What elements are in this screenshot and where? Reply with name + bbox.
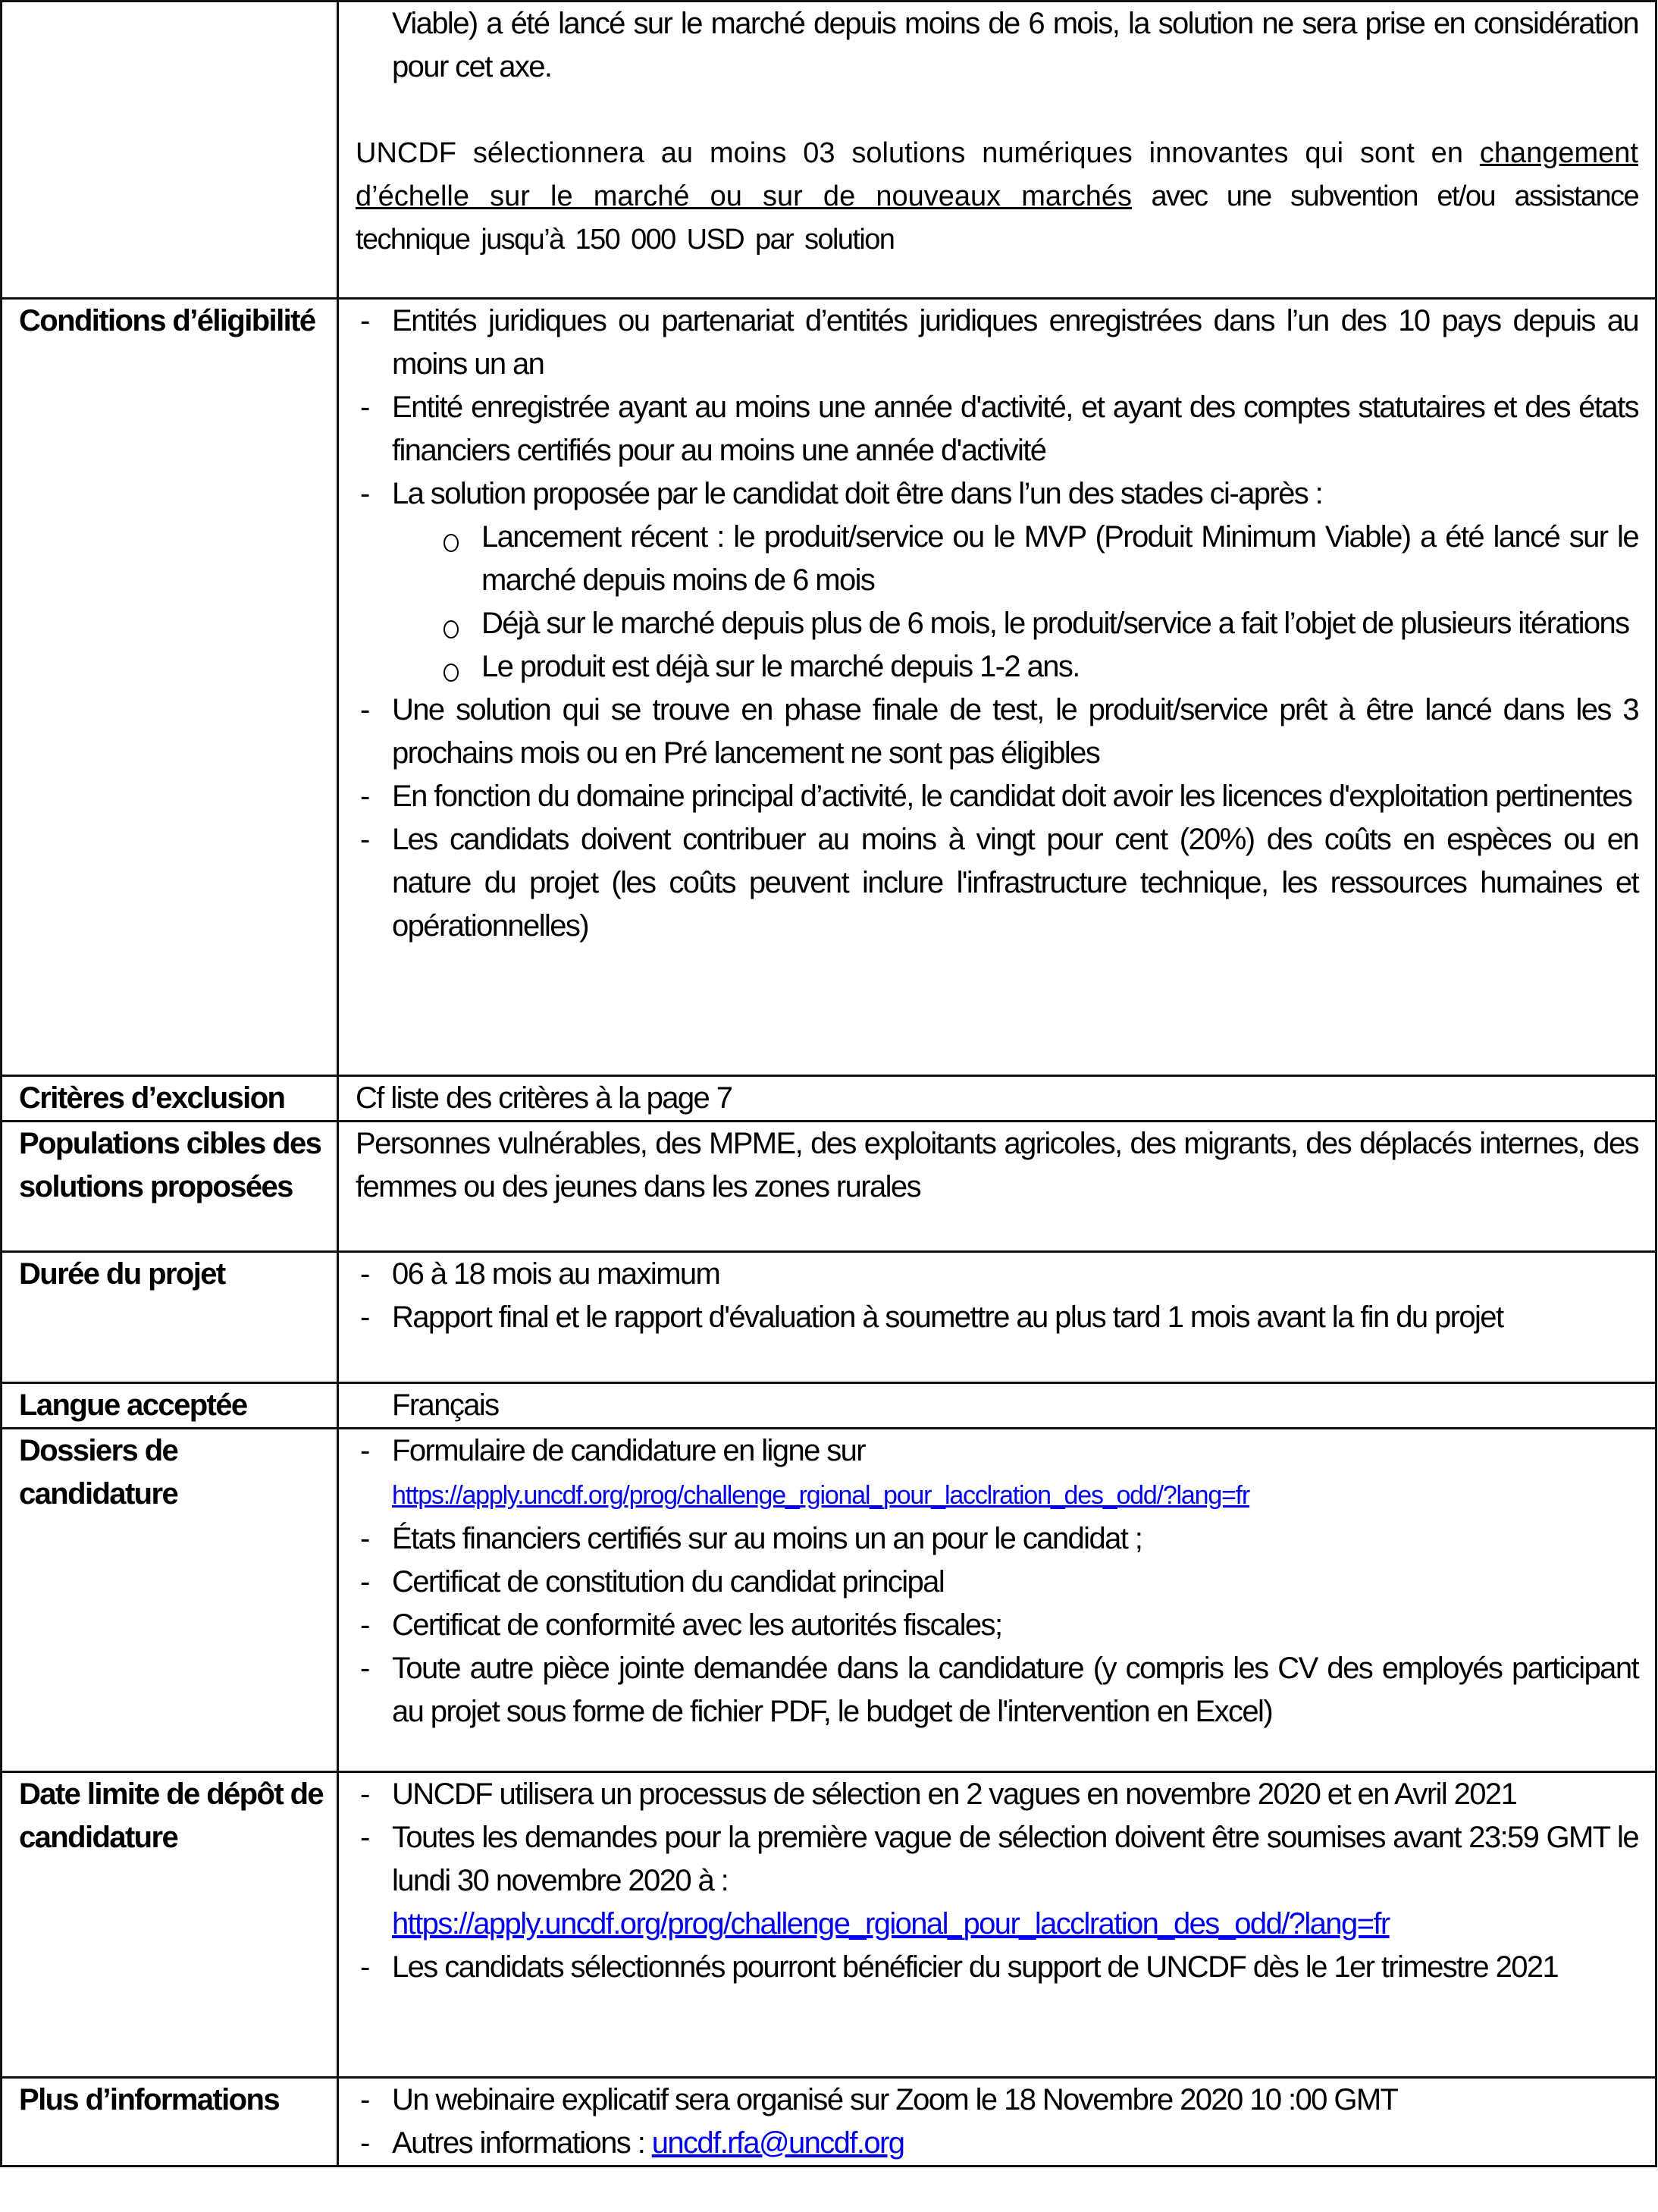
list-item: - UNCDF utilisera un processus de sélection en 2 vagues en novembre 2020 et en Avril 2021 xyxy=(356,1773,1638,1816)
list-item-submission xyxy=(356,1816,1638,1946)
list-item: - Un webinaire explicatif sera organisé sur Zoom le 18 Novembre 2020 10 :00 GMT xyxy=(356,2079,1638,2122)
list-item: - Une solution qui se trouve en phase finale de test, le produit/service prêt à être lancé dans les 3 prochains mois ou en Pré lancement ne sont pas éligibles xyxy=(356,689,1638,775)
language-value: Français xyxy=(392,1388,499,1422)
stages-sublist xyxy=(443,516,1638,689)
list-item: - Toute autre pièce jointe demandée dans la candidature (y compris les CV des employés participant au projet sous forme de fichier PDF, le budget de l'intervention en Excel) xyxy=(356,1647,1638,1734)
table-row-eligibility xyxy=(2,299,1656,1076)
row-label-duration: Durée du projet xyxy=(2,1252,338,1383)
application-link[interactable]: https://apply.uncdf.org/prog/challenge_rgional_pour_lacclration_des_odd/?lang=fr xyxy=(392,1481,1250,1510)
contact-email-link[interactable]: uncdf.rfa@uncdf.org xyxy=(651,2126,904,2160)
table-row-continuation xyxy=(2,2,1656,299)
sublist-item: Le produit est déjà sur le marché depuis 1-2 ans. xyxy=(443,645,1638,689)
more-info-list xyxy=(356,2079,1638,2165)
row-label-eligibility: Conditions d’éligibilité xyxy=(2,299,338,1076)
list-item: - Les candidats sélectionnés pourront bénéficier du support de UNCDF dès le 1er trimestre 2021 xyxy=(356,1946,1638,1989)
target-populations-text: Personnes vulnérables, des MPME, des exploitants agricoles, des migrants, des déplacés internes, des femmes ou des jeunes dans les zones rurales xyxy=(356,1127,1638,1203)
row-content-deadline xyxy=(338,1772,1656,2078)
selection-paragraph xyxy=(356,132,1638,262)
row-label-deadline: Date limite de dépôt de candidature xyxy=(2,1772,338,2078)
row-content-duration xyxy=(338,1252,1656,1383)
row-label-target-populations: Populations cibles des solutions proposées xyxy=(2,1122,338,1252)
table-row-exclusion xyxy=(2,1076,1656,1122)
row-label-exclusion: Critères d’exclusion xyxy=(2,1076,338,1122)
row-label-application-files: Dossiers de candidature xyxy=(2,1429,338,1772)
duration-list xyxy=(356,1253,1638,1339)
sublist-item: Déjà sur le marché depuis plus de 6 mois, le produit/service a fait l’objet de plusieurs itérations xyxy=(443,602,1638,645)
list-item: - Entités juridiques ou partenariat d’entités juridiques enregistrées dans l’un des 10 pays depuis au moins un an xyxy=(356,300,1638,386)
contact-text: Autres informations : xyxy=(392,2126,652,2160)
deadline-list xyxy=(356,1773,1638,1989)
list-item: - États financiers certifiés sur au moins un an pour le candidat ; xyxy=(356,1517,1638,1561)
row-content-exclusion xyxy=(338,1076,1656,1122)
table-row-more-info xyxy=(2,2078,1656,2167)
application-files-list xyxy=(356,1429,1638,1734)
list-item: - La solution proposée par le candidat doit être dans l’un des stades ci-après : xyxy=(356,472,1638,516)
eligibility-list xyxy=(356,300,1638,516)
list-item: - 06 à 18 mois au maximum xyxy=(356,1253,1638,1296)
row-content-application-files xyxy=(338,1429,1656,1772)
row-label-language: Langue acceptée xyxy=(2,1383,338,1429)
eligibility-list-continued xyxy=(356,689,1638,948)
row-label-empty xyxy=(2,2,338,299)
table-row-application-files xyxy=(2,1429,1656,1772)
list-item: - En fonction du domaine principal d’activité, le candidat doit avoir les licences d'exploitation pertinentes xyxy=(356,775,1638,818)
selection-paragraph-prefix: UNCDF sélectionnera au moins 03 solutions numériques innovantes qui sont en xyxy=(356,137,1480,169)
list-item: - Les candidats doivent contribuer au moins à vingt pour cent (20%) des coûts en espèces ou en nature du projet (les coûts peuvent inclure l'infrastructure technique, les ressources humaines et opérationnelles) xyxy=(356,818,1638,948)
table-row-duration xyxy=(2,1252,1656,1383)
selection-paragraph-underlined: changement d’échelle sur le marché ou sur de nouveaux marchés xyxy=(356,137,1638,212)
continuation-text: Viable) a été lancé sur le marché depuis moins de 6 mois, la solution ne sera prise en considération pour cet axe. xyxy=(392,7,1638,83)
row-content-eligibility xyxy=(338,299,1656,1076)
selection-paragraph-suffix: avec une subvention et/ou assistance technique jusqu’à 150 000 USD par solution xyxy=(356,180,1638,256)
sublist-item: Lancement récent : le produit/service ou le MVP (Produit Minimum Viable) a été lancé sur le marché depuis moins de 6 mois xyxy=(443,516,1638,602)
list-item: - Rapport final et le rapport d'évaluation à soumettre au plus tard 1 mois avant la fin du projet xyxy=(356,1296,1638,1339)
table-row-target-populations xyxy=(2,1122,1656,1252)
table-row-deadline xyxy=(2,1772,1656,2078)
row-content-more-info xyxy=(338,2078,1656,2167)
list-item: - Certificat de conformité avec les autorités fiscales; xyxy=(356,1604,1638,1647)
row-content-target-populations xyxy=(338,1122,1656,1252)
row-label-more-info: Plus d’informations xyxy=(2,2078,338,2167)
row-content-continuation xyxy=(338,2,1656,299)
exclusion-text: Cf liste des critères à la page 7 xyxy=(356,1081,732,1115)
row-content-language xyxy=(338,1383,1656,1429)
list-item-online-form xyxy=(356,1429,1638,1517)
submission-link[interactable]: https://apply.uncdf.org/prog/challenge_rgional_pour_lacclration_des_odd/?lang=fr xyxy=(392,1907,1390,1941)
submission-text: Toutes les demandes pour la première vague de sélection doivent être soumises avant 23:59 GMT le lundi 30 novembre 2020 à : xyxy=(392,1821,1638,1897)
list-item: - Certificat de constitution du candidat principal xyxy=(356,1561,1638,1604)
online-form-text: Formulaire de candidature en ligne sur xyxy=(392,1434,866,1467)
list-item: - Entité enregistrée ayant au moins une année d'activité, et ayant des comptes statutaires et des états financiers certifiés pour au moins une année d'activité xyxy=(356,386,1638,472)
list-item-contact xyxy=(356,2122,1638,2165)
table-row-language xyxy=(2,1383,1656,1429)
